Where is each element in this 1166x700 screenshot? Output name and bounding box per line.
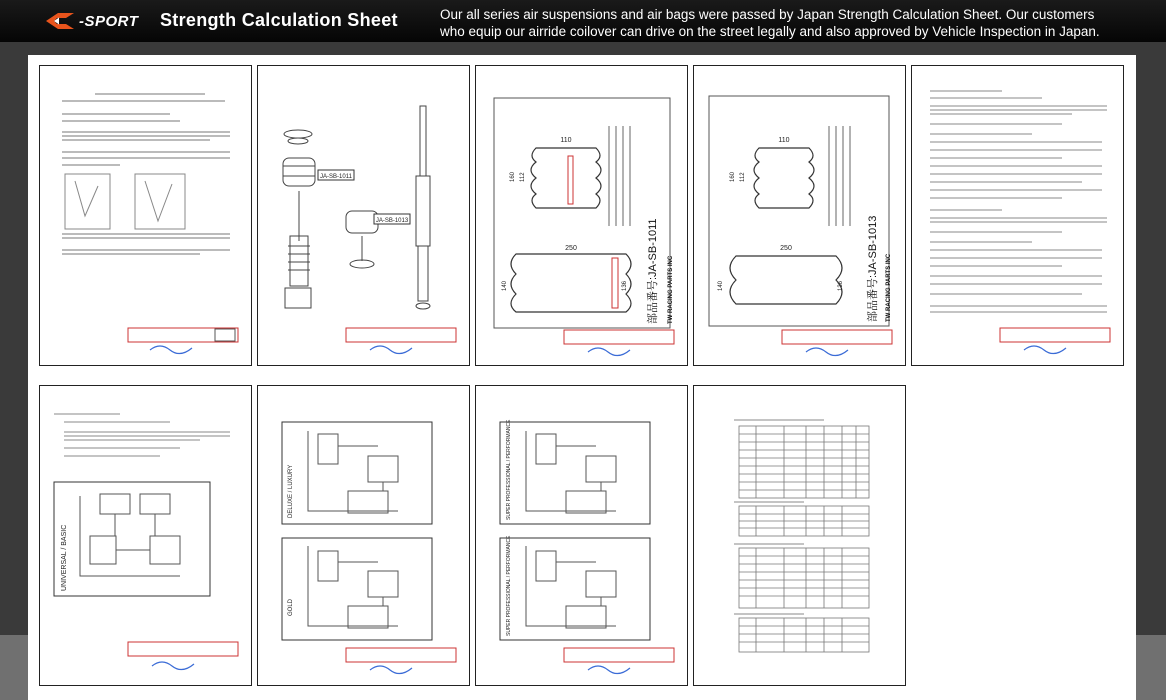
dim-h2: 112 <box>740 172 746 182</box>
document-thumbnail-5[interactable] <box>911 65 1124 366</box>
airbag-drawing-preview <box>476 66 687 365</box>
dim-top: 110 <box>560 137 572 144</box>
dim-h1: 160 <box>730 171 736 182</box>
document-thumbnail-9[interactable] <box>693 385 906 686</box>
schematic-label-1: SUPER PROFESSIONAL / PERFORMANCE <box>506 419 512 520</box>
description-line-2: who equip our airride coilover can drive on the street legally and also approved by Vehicle Inspection in Japan. <box>440 24 1100 39</box>
schematic-label-1: DELUXE / LUXURY <box>288 464 294 518</box>
document-thumbnail-4[interactable] <box>693 65 906 366</box>
schematic-label: UNIVERSAL / BASIC <box>61 524 68 591</box>
document-thumbnail-2[interactable] <box>257 65 470 366</box>
dim-top: 110 <box>778 137 790 144</box>
part-number: 部品番号:JA-SB-1011 <box>647 218 659 324</box>
left-gutter <box>0 635 28 700</box>
document-thumbnail-6[interactable] <box>39 385 252 686</box>
company-name: TW RACING PARTS INC <box>668 255 674 324</box>
header-bar <box>0 0 1166 42</box>
schematic-label-2: GOLD <box>288 598 294 616</box>
calculation-sheet-preview <box>40 66 251 365</box>
right-gutter <box>1136 635 1166 700</box>
k-logo-icon <box>44 11 76 31</box>
company-name: TW RACING PARTS INC <box>886 253 892 322</box>
text-sheet-preview <box>912 66 1123 365</box>
description-line-1: Our all series air suspensions and air bags were passed by Japan Strength Calculation Sheet. Our customers <box>440 7 1095 22</box>
part-label-1: JA-SB-1011 <box>320 174 352 180</box>
page-title: Strength Calculation Sheet <box>160 10 398 30</box>
wiring-schematics-preview <box>258 386 469 685</box>
brand-logo[interactable] <box>44 9 138 33</box>
data-tables-preview <box>694 386 905 685</box>
dim-h2: 112 <box>520 172 526 182</box>
schematic-label-2: SUPER PROFESSIONAL / PERFORMANCE <box>506 535 512 636</box>
logo-text: -SPORT <box>79 12 139 30</box>
document-thumbnail-3[interactable] <box>475 65 688 366</box>
airbag-drawing-preview <box>694 66 905 365</box>
dim-bottom: 250 <box>780 245 792 252</box>
part-number: 部品番号:JA-SB-1013 <box>867 215 879 322</box>
document-thumbnail-1[interactable] <box>39 65 252 366</box>
dim-h3: 136 <box>838 280 844 291</box>
document-thumbnail-7[interactable] <box>257 385 470 686</box>
wiring-schematics-preview <box>476 386 687 685</box>
part-label-2: JA-SB-1013 <box>375 218 409 224</box>
document-thumbnail-8[interactable] <box>475 385 688 686</box>
document-gallery <box>28 55 1136 700</box>
dim-h1: 160 <box>510 171 516 182</box>
header-description <box>440 6 1160 40</box>
text-schematic-preview <box>40 386 251 685</box>
coilover-drawing-preview <box>258 66 469 365</box>
dim-bottom: 250 <box>565 245 577 252</box>
dim-h4: 140 <box>718 280 724 291</box>
dim-h4: 140 <box>502 280 508 291</box>
dim-h3: 136 <box>622 280 628 291</box>
